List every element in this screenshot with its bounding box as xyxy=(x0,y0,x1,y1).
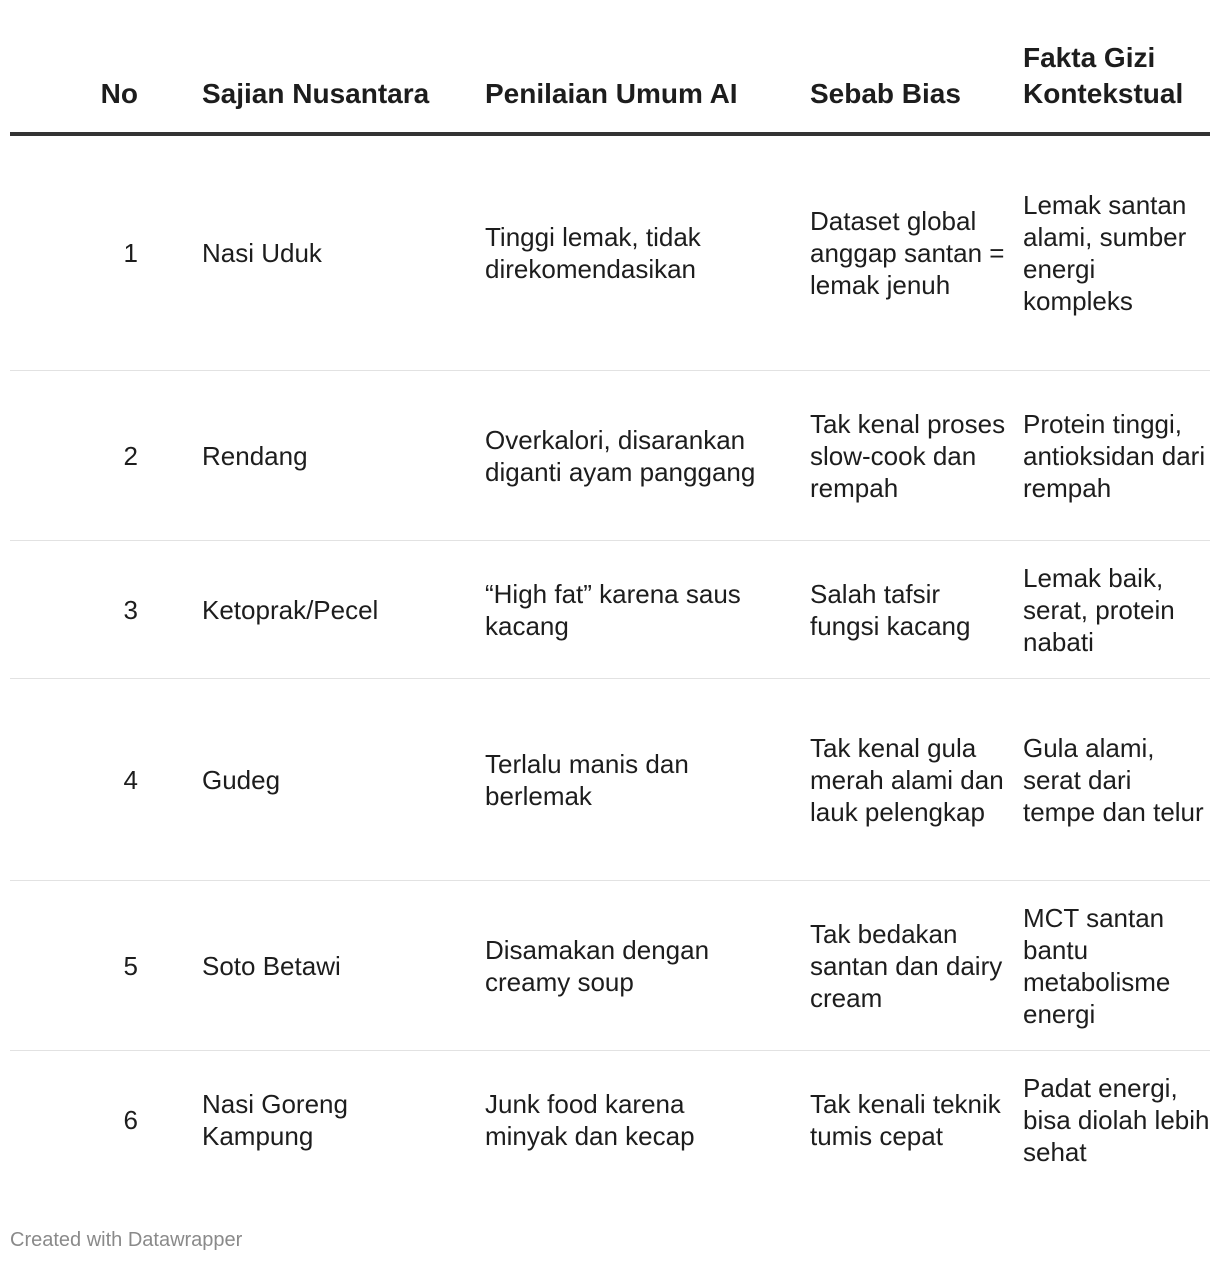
datawrapper-credit[interactable]: Created with Datawrapper xyxy=(10,1229,243,1251)
row-nutrition-fact: Lemak baik, serat, protein nabati xyxy=(1023,562,1175,657)
row-dish: Ketoprak/Pecel xyxy=(202,594,379,625)
row-no: 2 xyxy=(123,440,138,471)
row-nutrition-fact: Protein tinggi, antioksidan dari rempah xyxy=(1023,408,1206,503)
row-bias-cause: Tak kenal gula merah alami dan lauk pelengkap xyxy=(810,732,1004,827)
table-row xyxy=(10,371,1210,541)
row-no: 1 xyxy=(123,238,138,268)
row-bias-cause: Salah tafsir fungsi kacang xyxy=(810,578,971,641)
row-dish: Gudeg xyxy=(202,764,281,795)
row-nutrition-fact: Gula alami, serat dari tempe dan telur xyxy=(1023,732,1204,827)
row-dish: Soto Betawi xyxy=(202,950,341,981)
header-dish: Sajian Nusantara xyxy=(202,78,430,109)
row-nutrition-fact: Padat energi, bisa diolah lebih sehat xyxy=(1023,1073,1210,1167)
row-no: 4 xyxy=(123,764,138,795)
row-dish: Nasi Uduk xyxy=(202,238,322,268)
row-dish: Rendang xyxy=(202,440,308,471)
header-bias-cause: Sebab Bias xyxy=(810,78,961,109)
row-ai-assessment: Terlalu manis dan berlemak xyxy=(485,748,689,811)
table-row xyxy=(10,881,1210,1051)
table-row xyxy=(10,679,1210,881)
header-no: No xyxy=(100,78,138,109)
table-row xyxy=(10,1051,1210,1189)
row-no: 3 xyxy=(123,594,138,625)
row-ai-assessment: Disamakan dengan creamy soup xyxy=(485,934,710,997)
data-table xyxy=(10,40,1210,1189)
row-ai-assessment: Junk food karena minyak dan kecap xyxy=(485,1089,695,1151)
header-nutrition-fact: Fakta Gizi Kontekstual xyxy=(1023,42,1184,109)
row-bias-cause: Tak kenali teknik tumis cepat xyxy=(810,1089,1001,1151)
header-ai-assessment: Penilaian Umum AI xyxy=(485,78,738,109)
table-row xyxy=(10,136,1210,371)
table-row xyxy=(10,541,1210,679)
row-ai-assessment: Overkalori, disarankan diganti ayam panggang xyxy=(485,424,756,487)
row-bias-cause: Dataset global anggap santan = lemak jenuh xyxy=(810,206,1005,300)
row-no: 6 xyxy=(123,1105,138,1135)
row-ai-assessment: Tinggi lemak, tidak direkomendasikan xyxy=(485,222,701,284)
row-nutrition-fact: Lemak santan alami, sumber energi kompleks xyxy=(1023,190,1187,316)
row-ai-assessment: “High fat” karena saus kacang xyxy=(485,578,741,641)
row-bias-cause: Tak kenal proses slow-cook dan rempah xyxy=(810,408,1006,503)
row-nutrition-fact: MCT santan bantu metabolisme energi xyxy=(1023,902,1171,1029)
table-header xyxy=(10,40,1210,136)
row-bias-cause: Tak bedakan santan dan dairy cream xyxy=(810,918,1003,1013)
row-no: 5 xyxy=(123,950,138,981)
row-dish: Nasi Goreng Kampung xyxy=(202,1089,348,1151)
